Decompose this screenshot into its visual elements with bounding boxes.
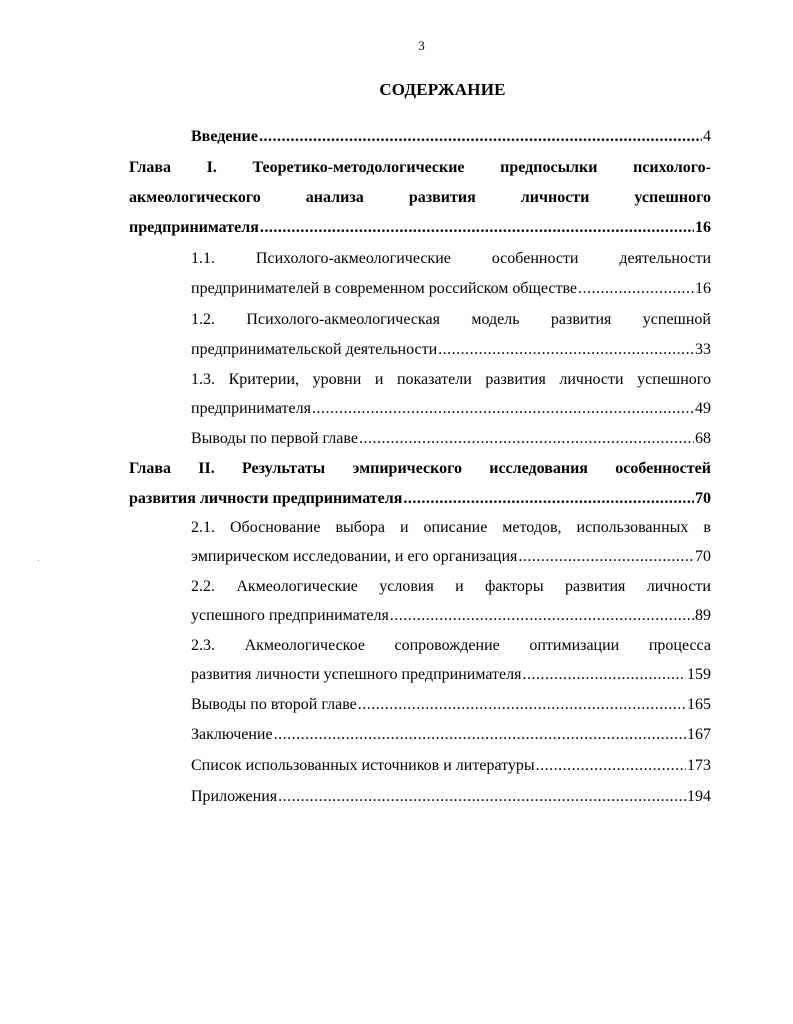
toc-entry-page: 49 xyxy=(695,400,711,417)
word: личности xyxy=(520,189,590,206)
toc-section-1-1-line-2 xyxy=(191,278,711,300)
word: условия xyxy=(379,578,434,595)
toc-leader-dots xyxy=(278,786,686,808)
toc-entry-intro xyxy=(191,126,711,148)
word: сопровождение xyxy=(394,637,500,654)
toc-entry-label: эмпирическом исследовании, и его организация xyxy=(191,548,518,565)
toc-entry-page: 89 xyxy=(695,607,711,624)
page-number: 3 xyxy=(418,38,425,53)
toc-section-2-2-line-2 xyxy=(191,605,711,627)
word: и xyxy=(455,578,464,595)
toc-entry-chapter-2-conclusions xyxy=(191,694,711,716)
toc-entry-references xyxy=(191,755,711,777)
toc-entry-chapter-1-conclusions xyxy=(191,428,711,450)
toc-entry-page: 173 xyxy=(687,757,711,774)
word: Теоретико-методологические xyxy=(252,159,465,176)
toc-entry-label: Выводы по второй главе xyxy=(191,696,357,713)
word: модель xyxy=(471,311,520,328)
word: развития xyxy=(550,311,612,328)
toc-leader-dots xyxy=(578,278,694,300)
scan-speck xyxy=(38,560,39,561)
word: и xyxy=(399,519,409,536)
toc-entry-label: предпринимателя xyxy=(129,219,259,236)
toc-section-1-3-line-1 xyxy=(191,369,711,391)
word: Глава xyxy=(129,159,171,176)
toc-entry-page: 70 xyxy=(695,548,711,565)
word: Акмеологическое xyxy=(244,637,365,654)
word: использованных xyxy=(576,519,689,536)
word: описание xyxy=(423,519,488,536)
toc-leader-dots xyxy=(522,664,686,686)
toc-entry-page: 70 xyxy=(695,490,711,507)
word: эмпирического xyxy=(352,460,462,477)
toc-entry-page: 159 xyxy=(687,666,711,683)
word: психолого- xyxy=(633,159,711,176)
word: развития xyxy=(485,371,546,388)
word: оптимизации xyxy=(529,637,620,654)
toc-leader-dots xyxy=(390,605,694,627)
word: Обоснование xyxy=(230,519,321,536)
word: 1.1. xyxy=(191,250,215,267)
toc-chapter-2-line-2 xyxy=(129,488,711,510)
word: Психолого-акмеологические xyxy=(255,250,451,267)
word: Глава xyxy=(129,460,171,477)
toc-chapter-1-line-3 xyxy=(129,217,711,239)
toc-leader-dots xyxy=(403,488,694,510)
word: предпосылки xyxy=(500,159,598,176)
word: 2.1. xyxy=(191,519,215,536)
toc-entry-page: 4 xyxy=(703,128,711,145)
word: II. xyxy=(198,460,215,477)
toc-leader-dots xyxy=(274,724,686,746)
toc-section-1-2-line-1 xyxy=(191,309,711,331)
toc-entry-label: Выводы по первой главе xyxy=(191,430,358,447)
toc-chapter-1-line-1 xyxy=(129,157,711,179)
toc-entry-label: предпринимателя xyxy=(191,400,311,417)
toc-entry-page: 194 xyxy=(687,788,711,805)
word: 2.2. xyxy=(191,578,215,595)
toc-entry-page: 68 xyxy=(695,430,711,447)
word: Акмеологические xyxy=(236,578,358,595)
word: и xyxy=(374,371,384,388)
word: развития xyxy=(408,189,476,206)
word: 2.3. xyxy=(191,637,215,654)
toc-section-2-1-line-2 xyxy=(191,546,711,568)
word: успешного xyxy=(637,371,711,388)
toc-chapter-1-line-2 xyxy=(129,187,711,209)
word: выбора xyxy=(335,519,385,536)
word: деятельности xyxy=(619,250,711,267)
toc-leader-dots xyxy=(518,546,694,568)
word: особенностей xyxy=(615,460,711,477)
toc-leader-dots xyxy=(260,217,694,239)
page-title: СОДЕРЖАНИЕ xyxy=(379,80,506,99)
toc-leader-dots xyxy=(259,126,702,148)
word: акмеологического xyxy=(129,189,261,206)
toc-section-1-2-line-2 xyxy=(191,339,711,361)
toc-section-2-3-line-2 xyxy=(191,664,711,686)
toc-section-2-1-line-1 xyxy=(191,517,711,539)
toc-entry-label: успешного предпринимателя xyxy=(191,607,389,624)
toc-chapter-2-line-1 xyxy=(129,458,711,480)
word: методов, xyxy=(502,519,562,536)
toc-entry-page: 33 xyxy=(695,341,711,358)
toc-section-2-2-line-1 xyxy=(191,576,711,598)
word: успешной xyxy=(642,311,711,328)
toc-entry-label: развития личности предпринимателя xyxy=(129,490,403,507)
word: 1.3. xyxy=(191,371,215,388)
word: процесса xyxy=(648,637,711,654)
toc-entry-conclusion xyxy=(191,724,711,746)
toc-entry-label: развития личности успешного предпринимателя xyxy=(191,666,522,683)
toc-entry-page: 165 xyxy=(687,696,711,713)
word: 1.2. xyxy=(191,311,215,328)
word: факторы xyxy=(485,578,544,595)
word: успешного xyxy=(634,189,711,206)
toc-section-1-3-line-2 xyxy=(191,398,711,420)
toc-entry-appendices xyxy=(191,786,711,808)
word: личности xyxy=(559,371,624,388)
toc-entry-label: Приложения xyxy=(191,788,278,805)
toc-entry-page: 167 xyxy=(687,726,711,743)
toc-entry-label: Список использованных источников и литературы xyxy=(191,757,535,774)
word: уровни xyxy=(312,371,362,388)
word: развития xyxy=(564,578,626,595)
word: I. xyxy=(206,159,217,176)
word: анализа xyxy=(305,189,364,206)
word: Психолого-акмеологическая xyxy=(246,311,440,328)
toc-leader-dots xyxy=(438,339,694,361)
toc-entry-label: предпринимателей в современном российском обществе xyxy=(191,280,577,297)
word: исследования xyxy=(489,460,588,477)
word: Критерии, xyxy=(228,371,300,388)
toc-section-1-1-line-1 xyxy=(191,248,711,270)
toc-entry-label: Заключение xyxy=(191,726,273,743)
word: в xyxy=(703,519,711,536)
toc-leader-dots xyxy=(536,755,686,777)
toc-entry-label: Введение xyxy=(191,128,258,145)
toc-entry-page: 16 xyxy=(695,280,711,297)
toc-leader-dots xyxy=(358,694,686,716)
word: показатели xyxy=(396,371,472,388)
word: особенности xyxy=(491,250,579,267)
toc-entry-page: 16 xyxy=(695,219,711,236)
word: Результаты xyxy=(241,460,326,477)
toc-leader-dots xyxy=(359,428,694,450)
toc-entry-label: предпринимательской деятельности xyxy=(191,341,438,358)
toc-section-2-3-line-1 xyxy=(191,635,711,657)
toc-leader-dots xyxy=(312,398,694,420)
word: личности xyxy=(646,578,711,595)
